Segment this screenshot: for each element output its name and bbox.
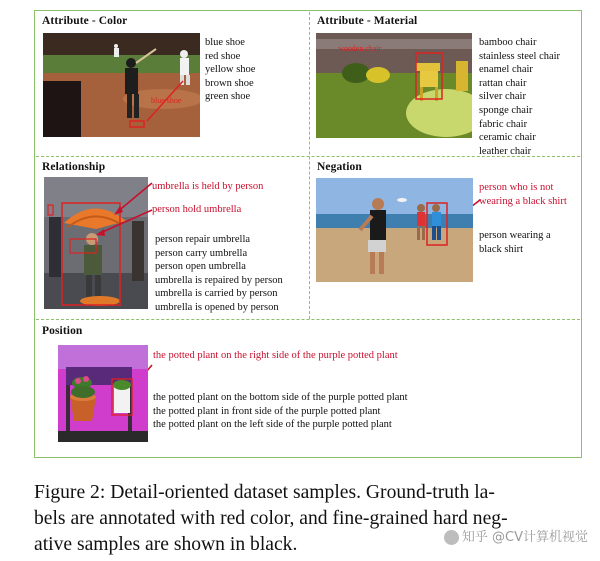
list-item: fabric chair [479, 118, 528, 130]
list-item: leather chair [479, 145, 532, 157]
list-item: person wearing a [479, 230, 551, 241]
list-item: bamboo chair [479, 37, 537, 48]
beach-frisbee-photo [316, 178, 473, 282]
list-item: the potted plant on the left side of the purple potted plant [153, 419, 392, 431]
negation-truth [479, 181, 567, 208]
list-item: person who is not [479, 182, 554, 193]
list-item: stainless steel chair [479, 50, 561, 62]
section-title-color: Attribute - Color [42, 15, 128, 27]
list-item: black shirt [479, 243, 524, 255]
list-item: blue shoe [205, 37, 245, 48]
list-item: rattan chair [479, 77, 527, 89]
section-title-relationship: Relationship [42, 161, 106, 173]
list-item: red shoe [205, 50, 241, 62]
list-item: person open umbrella [155, 261, 246, 273]
list-item: green shoe [205, 91, 251, 103]
list-item: the potted plant on the bottom side of the purple potted plant [153, 392, 408, 403]
caption-line: Figure 2: Detail-oriented dataset samples. Ground-truth la- [34, 482, 495, 503]
potted-plants-photo [58, 345, 148, 442]
list-item: sponge chair [479, 104, 533, 116]
list-item: person repair umbrella [155, 234, 251, 245]
list-item: brown shoe [205, 77, 254, 89]
position-negatives [153, 391, 408, 432]
position-truth: the potted plant on the right side of the purple potted plant [153, 350, 398, 361]
relationship-truth-1: umbrella is held by person [152, 181, 264, 192]
list-item: wearing a black shirt [479, 195, 567, 207]
photo-label-material: wooden chair [338, 44, 382, 53]
list-item: ceramic chair [479, 132, 536, 144]
caption-line: ative samples are shown in black. [34, 534, 298, 555]
caption-line: bels are annotated with red color, and fine-grained hard neg- [34, 508, 508, 529]
list-item: enamel chair [479, 64, 533, 76]
relationship-truth-2: person hold umbrella [152, 204, 242, 215]
section-title-material: Attribute - Material [317, 15, 418, 27]
negation-negatives [479, 229, 551, 256]
list-item: umbrella is repaired by person [155, 274, 283, 286]
list-item: silver chair [479, 91, 526, 103]
list-item: umbrella is carried by person [155, 288, 278, 300]
list-item: yellow shoe [205, 64, 256, 76]
watermark-icon [444, 530, 459, 545]
relationship-negatives [155, 233, 283, 315]
watermark: 知乎 @CV计算机视觉 [444, 526, 588, 545]
photo-label-color: blue shoe [151, 96, 182, 105]
list-item: umbrella is opened by person [155, 301, 279, 313]
list-item: the potted plant in front side of the purple potted plant [153, 405, 381, 417]
figure-caption [34, 480, 582, 558]
section-title-negation: Negation [317, 161, 362, 173]
list-item: person carry umbrella [155, 247, 248, 259]
section-title-position: Position [42, 325, 83, 337]
